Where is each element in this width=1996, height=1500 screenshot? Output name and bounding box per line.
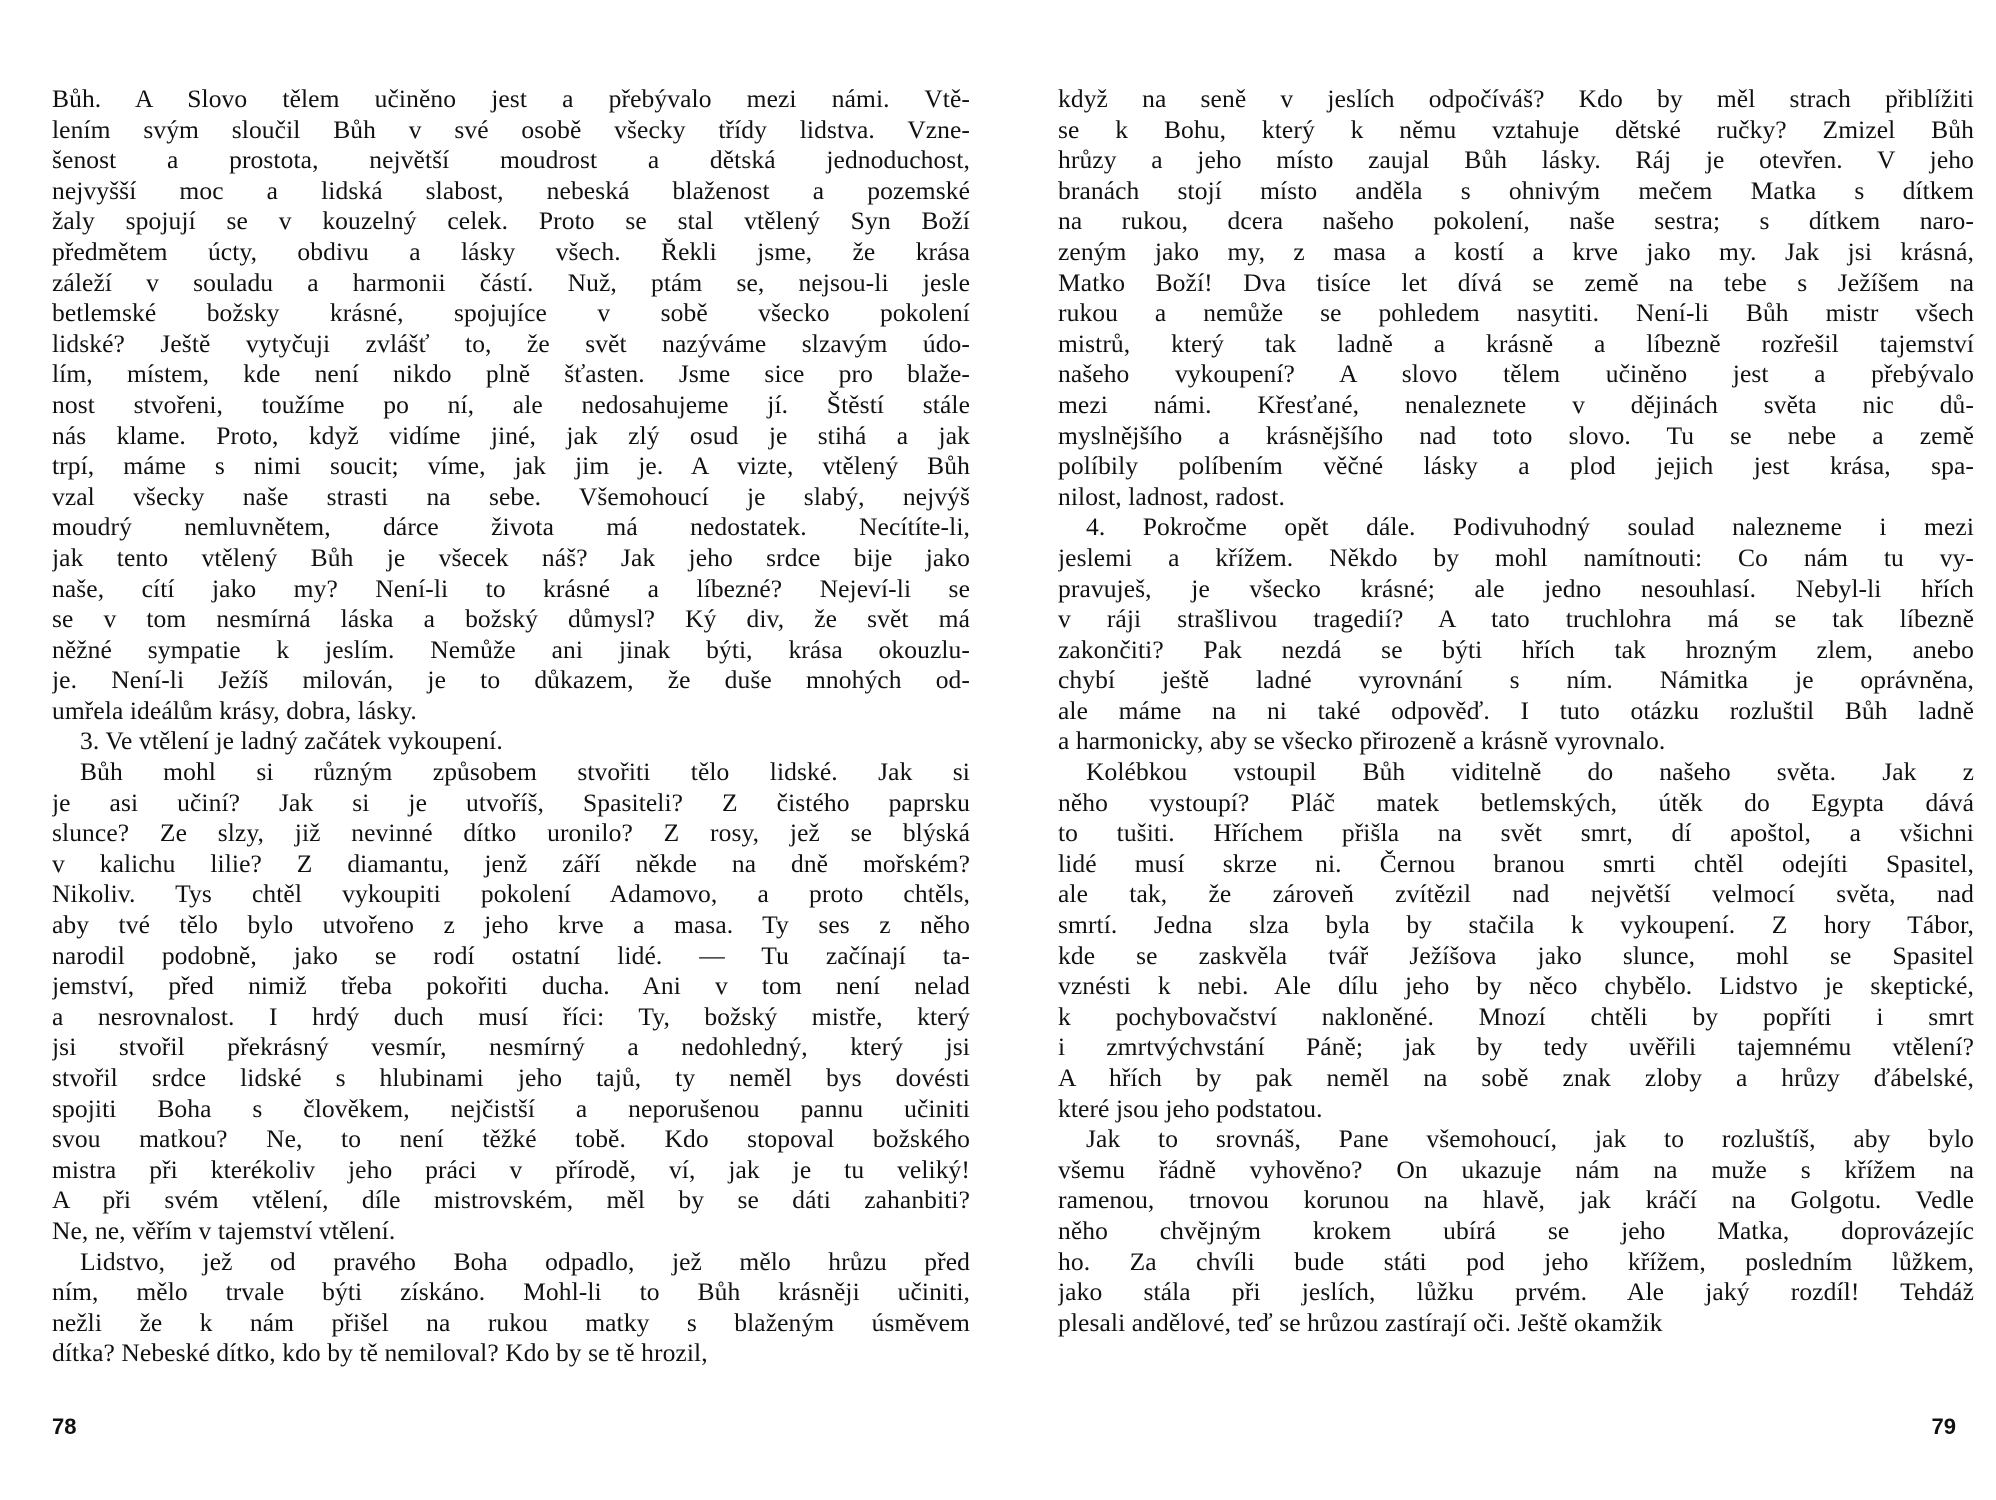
text-line: lím, místem, kde není nikdo plně šťasten. Jsme sice pro blaže- — [52, 359, 970, 389]
text-line: lením svým sloučil Bůh v své osobě všecky třídy lidstva. Vzne- — [52, 114, 970, 144]
page-number-right: 79 — [1931, 1414, 1956, 1439]
text-line: to tušiti. Hříchem přišla na svět smrt, dí apoštol, a všichni — [1058, 818, 1974, 848]
text-line: lidské? Ještě vytyčuji zvlášť to, že svět nazýváme slzavým údo- — [52, 328, 970, 358]
text-line: žaly spojují se v kouzelný celek. Proto se stal vtělený Syn Boží — [52, 206, 970, 236]
text-line: je. Není-li Ježíš milován, je to důkazem, že duše mnohých od- — [52, 665, 970, 695]
text-line: kde se zaskvěla tvář Ježíšova jako slunce, mohl se Spasitel — [1058, 940, 1974, 970]
text-line: k pochybovačství nakloněné. Mnozí chtěli by popříti i smrt — [1058, 1001, 1974, 1031]
text-line: jeslemi a křížem. Někdo by mohl namítnouti: Co nám tu vy- — [1058, 542, 1974, 572]
text-line: 3. Ve vtělení je ladný začátek vykoupení. — [80, 726, 503, 756]
text-line: dítka? Nebeské dítko, kdo by tě nemiloval? Kdo by se tě hrozil, — [52, 1338, 708, 1368]
text-line: branách stojí místo anděla s ohnivým mečem Matka s dítkem — [1058, 175, 1974, 205]
text-line: Bůh mohl si různým způsobem stvořiti tělo lidské. Jak si — [80, 757, 970, 787]
text-line: nás klame. Proto, když vidíme jiné, jak zlý osud je stihá a jak — [52, 420, 970, 450]
text-line: něho vystoupí? Pláč matek betlemských, útěk do Egypta dává — [1058, 787, 1974, 817]
text-line: naše, cítí jako my? Není-li to krásné a líbezné? Nejeví-li se — [52, 573, 970, 603]
text-line: myslnějšího a krásnějšího nad toto slovo. Tu se nebe a země — [1058, 420, 1974, 450]
text-line: rukou a nemůže se pohledem nasytiti. Není-li Bůh mistr všech — [1058, 298, 1974, 328]
text-line: záleží v souladu a harmonii částí. Nuž, ptám se, nejsou-li jesle — [52, 267, 970, 297]
text-line: předmětem úcty, obdivu a lásky všech. Řekli jsme, že krása — [52, 236, 970, 266]
text-line: lidé musí skrze ni. Černou branou smrti chtěl odejíti Spasitel, — [1058, 848, 1974, 878]
text-line: plesali andělové, teď se hrůzou zastírají oči. Ještě okamžik — [1058, 1307, 1663, 1337]
text-line: trpí, máme s nimi soucit; víme, jak jim je. A vizte, vtělený Bůh — [52, 451, 970, 481]
text-line: nost stvořeni, toužíme po ní, ale nedosahujeme jí. Štěstí stále — [52, 389, 970, 419]
text-line: je asi učiní? Jak si je utvoříš, Spasiteli? Z čistého paprsku — [52, 787, 970, 817]
text-line: něho chvějným krokem ubírá se jeho Matka, doprovázejíc — [1058, 1215, 1974, 1245]
text-line: v kalichu lilie? Z diamantu, jenž září někde na dně mořském? — [52, 848, 970, 878]
right-page-text — [1058, 84, 1974, 1338]
text-line: pravuješ, je všecko krásné; ale jedno nesouhlasí. Nebyl-li hřích — [1058, 573, 1974, 603]
text-line: Matko Boží! Dva tisíce let dívá se země na tebe s Ježíšem na — [1058, 267, 1974, 297]
text-line: nejvyšší moc a lidská slabost, nebeská blaženost a pozemské — [52, 175, 970, 205]
text-line: jako stála při jeslích, lůžku prvém. Ale jaký rozdíl! Tehdáž — [1058, 1277, 1974, 1307]
text-line: mistrů, který tak ladně a krásně a líbezně rozřešil tajemství — [1058, 328, 1974, 358]
text-line: se k Bohu, který k němu vztahuje dětské ručky? Zmizel Bůh — [1058, 114, 1974, 144]
text-line: šenost a prostota, největší moudrost a dětská jednoduchost, — [52, 145, 970, 175]
text-line: mezi námi. Křesťané, nenaleznete v dějinách světa nic dů- — [1058, 389, 1974, 419]
text-line: ramenou, trnovou korunou na hlavě, jak kráčí na Golgotu. Vedle — [1058, 1185, 1974, 1215]
text-line: Lidstvo, jež od pravého Boha odpadlo, jež mělo hrůzu před — [80, 1246, 970, 1276]
text-line: našeho vykoupení? A slovo tělem učiněno jest a přebývalo — [1058, 359, 1974, 389]
text-line: vznésti k nebi. Ale dílu jeho by něco chybělo. Lidstvo je skeptické, — [1058, 971, 1974, 1001]
text-line: které jsou jeho podstatou. — [1058, 1093, 1323, 1123]
text-line: všemu řádně vyhověno? On ukazuje nám na muže s křížem na — [1058, 1154, 1974, 1184]
text-line: políbily políbením věčné lásky a plod jejich jest krása, spa- — [1058, 451, 1974, 481]
text-line: ale máme na ni také odpověď. I tuto otázku rozluštil Bůh ladně — [1058, 695, 1974, 725]
text-line: 4. Pokročme opět dále. Podivuhodný soulad nalezneme i mezi — [1086, 512, 1974, 542]
text-line: a harmonicky, aby se všecko přirozeně a krásně vyrovnalo. — [1058, 726, 1666, 756]
text-line: umřela ideálům krásy, dobra, lásky. — [52, 695, 417, 725]
text-line: nežli že k nám přišel na rukou matky s blaženým úsměvem — [52, 1307, 970, 1337]
text-line: Jak to srovnáš, Pane všemohoucí, jak to rozluštíš, aby bylo — [1086, 1124, 1974, 1154]
text-line: něžné sympatie k jeslím. Nemůže ani jinak býti, krása okouzlu- — [52, 634, 970, 664]
text-line: se v tom nesmírná láska a božský důmysl? Ký div, že svět má — [52, 604, 970, 634]
text-line: v ráji strašlivou tragedií? A tato truchlohra má se tak líbezně — [1058, 604, 1974, 634]
text-line: smrtí. Jedna slza byla by stačila k vykoupení. Z hory Tábor, — [1058, 910, 1974, 940]
text-line: na rukou, dcera našeho pokolení, naše sestra; s dítkem naro- — [1058, 206, 1974, 236]
text-line: nilost, ladnost, radost. — [1058, 481, 1285, 511]
text-line: A při svém vtělení, díle mistrovském, měl by se dáti zahanbiti? — [52, 1185, 970, 1215]
text-line: spojiti Boha s člověkem, nejčistší a neporušenou pannu učiniti — [52, 1093, 970, 1123]
text-line: Ne, ne, věřím v tajemství vtělení. — [52, 1215, 396, 1245]
text-line: jak tento vtělený Bůh je všecek náš? Jak jeho srdce bije jako — [52, 542, 970, 572]
text-line: Nikoliv. Tys chtěl vykoupiti pokolení Adamovo, a proto chtěls, — [52, 879, 970, 909]
text-line: zeným jako my, z masa a kostí a krve jako my. Jak jsi krásná, — [1058, 236, 1974, 266]
text-line: chybí ještě ladné vyrovnání s ním. Námitka je oprávněna, — [1058, 665, 1974, 695]
text-line: jemství, před nimiž třeba pokořiti ducha. Ani v tom není nelad — [52, 971, 970, 1001]
text-line: ním, mělo trvale býti získáno. Mohl-li to Bůh krásněji učiniti, — [52, 1277, 970, 1307]
text-line: narodil podobně, jako se rodí ostatní lidé. — Tu začínají ta- — [52, 940, 970, 970]
text-line: jsi stvořil překrásný vesmír, nesmírný a nedohledný, který jsi — [52, 1032, 970, 1062]
text-line: moudrý nemluvnětem, dárce života má nedostatek. Necítíte-li, — [52, 512, 970, 542]
left-page-text — [52, 84, 970, 1369]
text-line: ho. Za chvíli bude státi pod jeho křížem, posledním lůžkem, — [1058, 1246, 1974, 1276]
text-line: hrůzy a jeho místo zaujal Bůh lásky. Ráj je otevřen. V jeho — [1058, 145, 1974, 175]
text-line: stvořil srdce lidské s hlubinami jeho tajů, ty neměl bys dovésti — [52, 1063, 970, 1092]
text-line: a nesrovnalost. I hrdý duch musí říci: Ty, božský mistře, který — [52, 1001, 970, 1031]
text-line: mistra při kterékoliv jeho práci v přírodě, ví, jak je tu veliký! — [52, 1154, 970, 1184]
page-number-left: 78 — [52, 1414, 77, 1439]
text-line: vzal všecky naše strasti na sebe. Všemohoucí je slabý, nejvýš — [52, 481, 970, 511]
text-line: betlemské božsky krásné, spojujíce v sobě všecko pokolení — [52, 298, 970, 328]
text-line: ale tak, že zároveň zvítězil nad největší velmocí světa, nad — [1058, 879, 1974, 909]
text-line: když na seně v jeslích odpočíváš? Kdo by měl strach přiblížiti — [1058, 84, 1974, 113]
text-line: i zmrtvýchvstání Páně; jak by tedy uvěřili tajemnému vtělení? — [1058, 1032, 1974, 1062]
text-line: aby tvé tělo bylo utvořeno z jeho krve a masa. Ty ses z něho — [52, 910, 970, 940]
text-line: Kolébkou vstoupil Bůh viditelně do našeho světa. Jak z — [1086, 757, 1974, 787]
text-line: svou matkou? Ne, to není těžké tobě. Kdo stopoval božského — [52, 1124, 970, 1154]
text-line: slunce? Ze slzy, již nevinné dítko uronilo? Z rosy, jež se blýská — [52, 818, 970, 848]
text-line: Bůh. A Slovo tělem učiněno jest a přebývalo mezi námi. Vtě- — [52, 84, 970, 113]
text-line: zakončiti? Pak nezdá se býti hřích tak hrozným zlem, anebo — [1058, 634, 1974, 664]
right-page — [998, 0, 1996, 1500]
text-line: A hřích by pak neměl na sobě znak zloby a hrůzy ďábelské, — [1058, 1063, 1974, 1092]
